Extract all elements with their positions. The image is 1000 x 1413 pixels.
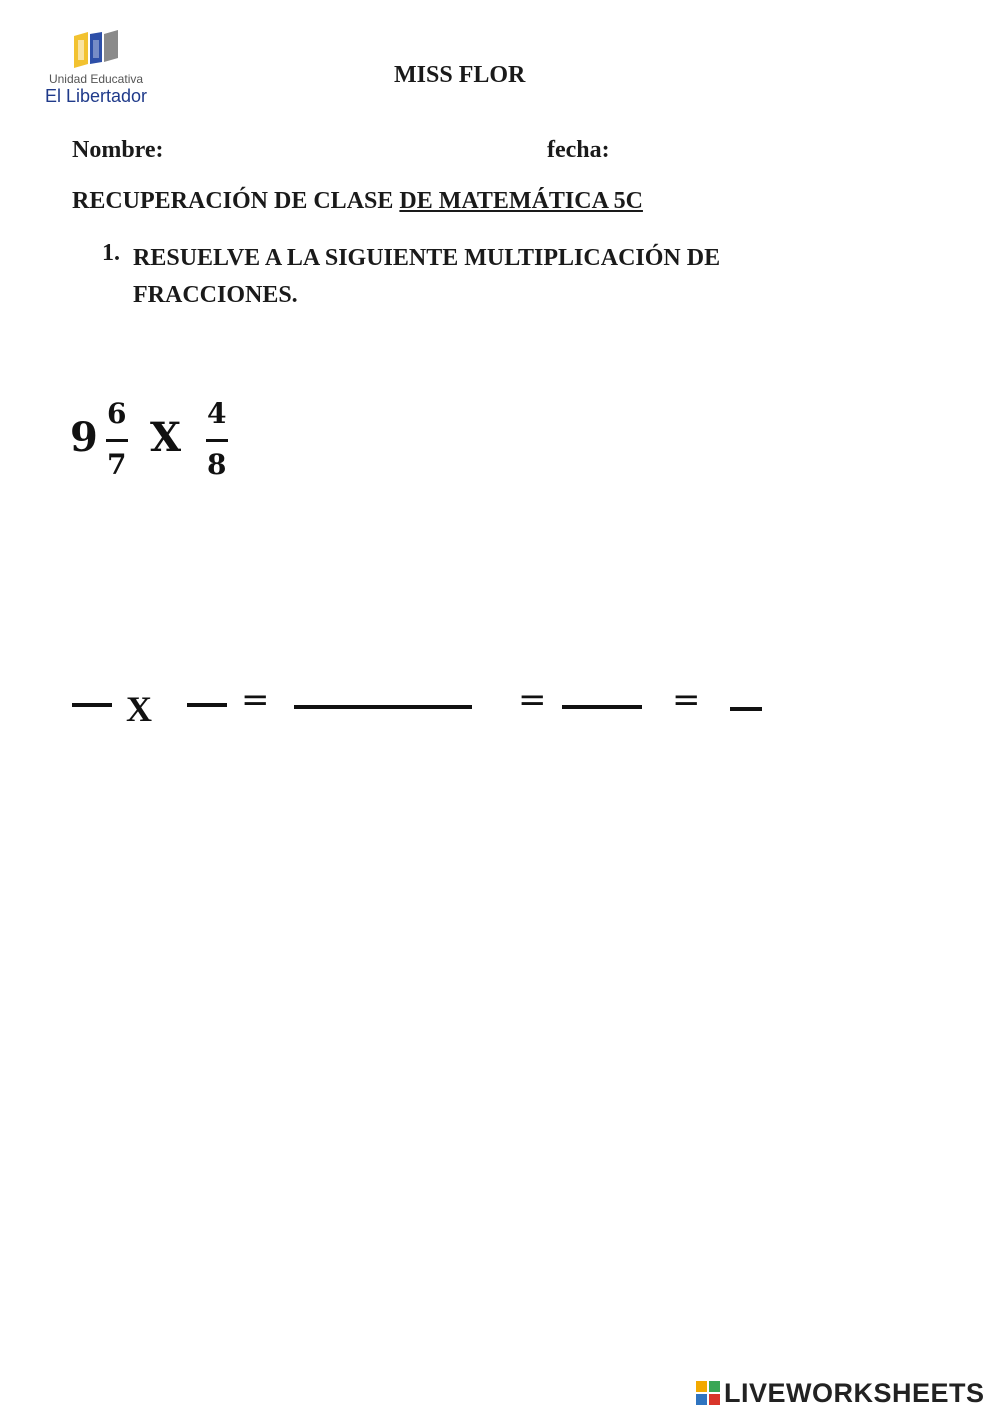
- fraction-1-denominator: 7: [107, 448, 127, 481]
- logo-name: El Libertador: [44, 86, 148, 106]
- logo-subtitle: Unidad Educativa: [48, 72, 144, 86]
- equals-sign-2: =: [518, 680, 547, 720]
- fraction-2-denominator: 8: [207, 448, 227, 481]
- answer-times-sign: X: [126, 689, 152, 729]
- fraction-2-bar: [206, 439, 228, 442]
- answer-blank-product[interactable]: [294, 705, 472, 709]
- question-text: RESUELVE A LA SIGUIENTE MULTIPLICACIÓN DE FRACCIONES.: [133, 245, 721, 308]
- answer-blank-simplified[interactable]: [562, 705, 642, 709]
- answer-blank-2[interactable]: [187, 703, 227, 707]
- fraction-1-numerator: 6: [107, 397, 127, 430]
- liveworksheets-logo-icon: [696, 1381, 720, 1405]
- heading-part-2: DE MATEMÁTICA 5C: [399, 188, 643, 214]
- name-label: Nombre:: [72, 137, 164, 163]
- equals-sign-3: =: [672, 680, 701, 720]
- answer-blank-final[interactable]: [730, 707, 762, 711]
- question-number: 1.: [102, 240, 120, 266]
- answer-blank-1[interactable]: [72, 703, 112, 707]
- book-logo-icon: [72, 28, 124, 72]
- school-logo: [28, 10, 164, 128]
- heading-part-1: RECUPERACIÓN DE CLASE: [72, 188, 400, 214]
- fraction-2-numerator: 4: [207, 397, 227, 430]
- teacher-title: MISS FLOR: [394, 62, 526, 88]
- fraction-1-bar: [106, 439, 128, 442]
- times-sign: X: [150, 414, 182, 461]
- brand-text: LIVEWORKSHEETS: [724, 1378, 985, 1408]
- equals-sign-1: =: [241, 680, 270, 720]
- whole-number: 9: [70, 414, 98, 461]
- date-label: fecha:: [547, 137, 610, 163]
- worksheet-heading: [72, 188, 643, 215]
